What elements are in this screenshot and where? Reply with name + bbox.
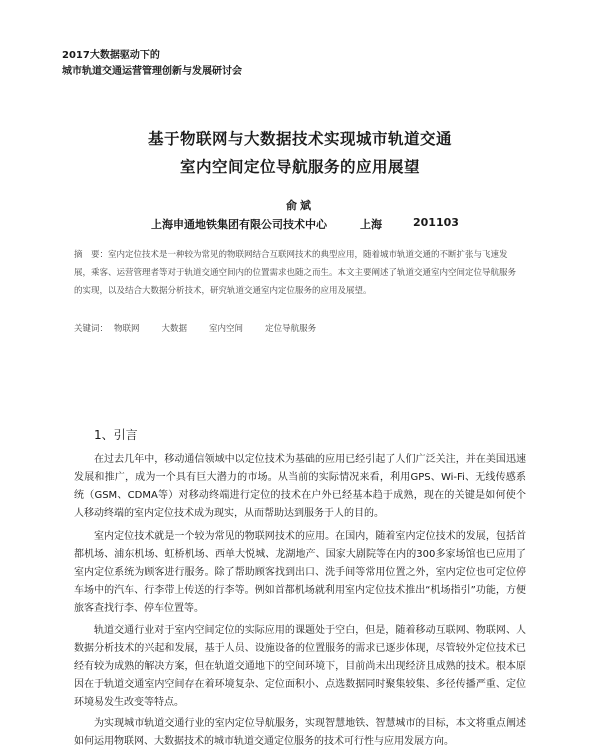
body-paragraph: 室内定位技术就是一个较为常见的物联网技术的应用。在国内，随着室内定位技术的发展，包括首都机场、浦东机场、虹桥机场、西单大悦城、龙湖地产、国家大剧院等在内的300多家场馆也已应用了室内定位系统为顾客进行服务。除了帮助顾客找到出口、洗手间等常用位置之外，室内定位也可定位停车场中的汽车、行李带上传送的行李等。例如首都机场就利用室内定位技术推出“机场指引”功能，方便旅客查找行李、停车位置等。: [74, 531, 526, 614]
keyword: 物联网: [114, 324, 140, 334]
affiliation-organization: 上海申通地铁集团有限公司技术中心: [151, 218, 327, 231]
affiliation-city: 上海: [360, 218, 382, 231]
body-paragraph: 在过去几年中，移动通信领域中以定位技术为基础的应用已经引起了人们广泛关注，并在美国迅速发展和推广，成为一个具有巨大潜力的市场。从当前的实际情况来看，利用GPS、Wi-Fi、无线传感系统（GSM、CDMA等）对移动终端进行定位的技术在户外已经基本趋于成熟，现在的关键是如何使个人移动终端的室内定位技术成为现实，从而帮助达到服务于人的目的。: [74, 454, 526, 519]
section-heading-introduction: 1、引言: [94, 428, 138, 442]
keyword: 定位导航服务: [265, 324, 317, 334]
keywords-label: 关键词：: [74, 324, 109, 334]
paper-title-line-1: 基于物联网与大数据技术实现城市轨道交通: [147, 130, 452, 148]
conference-line-2: 城市轨道交通运营管理创新与发展研讨会: [62, 66, 242, 77]
keyword: 室内空间: [209, 324, 244, 334]
abstract: 摘 要：室内定位技术是一种较为常见的物联网结合互联网技术的典型应用，随着城市轨道交通的不断扩张与飞速发展，乘客、运营管理者等对于轨道交通空间内的位置需求也随之而生。本文主要阐述了轨道交通室内空间定位导航服务的实现，以及结合大数据分析技术，研究轨道交通室内定位服务的应用及展望。: [74, 250, 517, 296]
affiliation-postcode: 201103: [413, 216, 459, 229]
keywords: [74, 320, 524, 338]
keyword: 大数据: [161, 324, 188, 334]
body-paragraph: 轨道交通行业对于室内空间定位的实际应用的课题处于空白，但是，随着移动互联网、物联网、人数据分析技术的兴起和发展，基于人员、设施设备的位置服务的需求已逐步体现，尽管较外定位技术已经有较为成熟的解决方案，但在轨道交通地下的空间环境下，目前尚未出现经济且成熟的技术。根本原因在于轨道交通室内空间存在着环境复杂、定位面积小、点选数据同时聚集较集、多径传播严重、定位环境易发生改变等特点。: [74, 625, 526, 708]
author-name: 俞斌: [286, 199, 314, 212]
conference-line-1: 2017大数据驱动下的: [62, 50, 160, 61]
paper-title-line-2: 室内空间定位导航服务的应用展望: [179, 158, 420, 176]
body-paragraph: 为实现城市轨道交通行业的室内定位导航服务，实现智慧地铁、智慧城市的目标，本文将重点阐述如何运用物联网、大数据技术的城市轨道交通定位服务的技术可行性与应用发展方向。: [74, 718, 526, 747]
